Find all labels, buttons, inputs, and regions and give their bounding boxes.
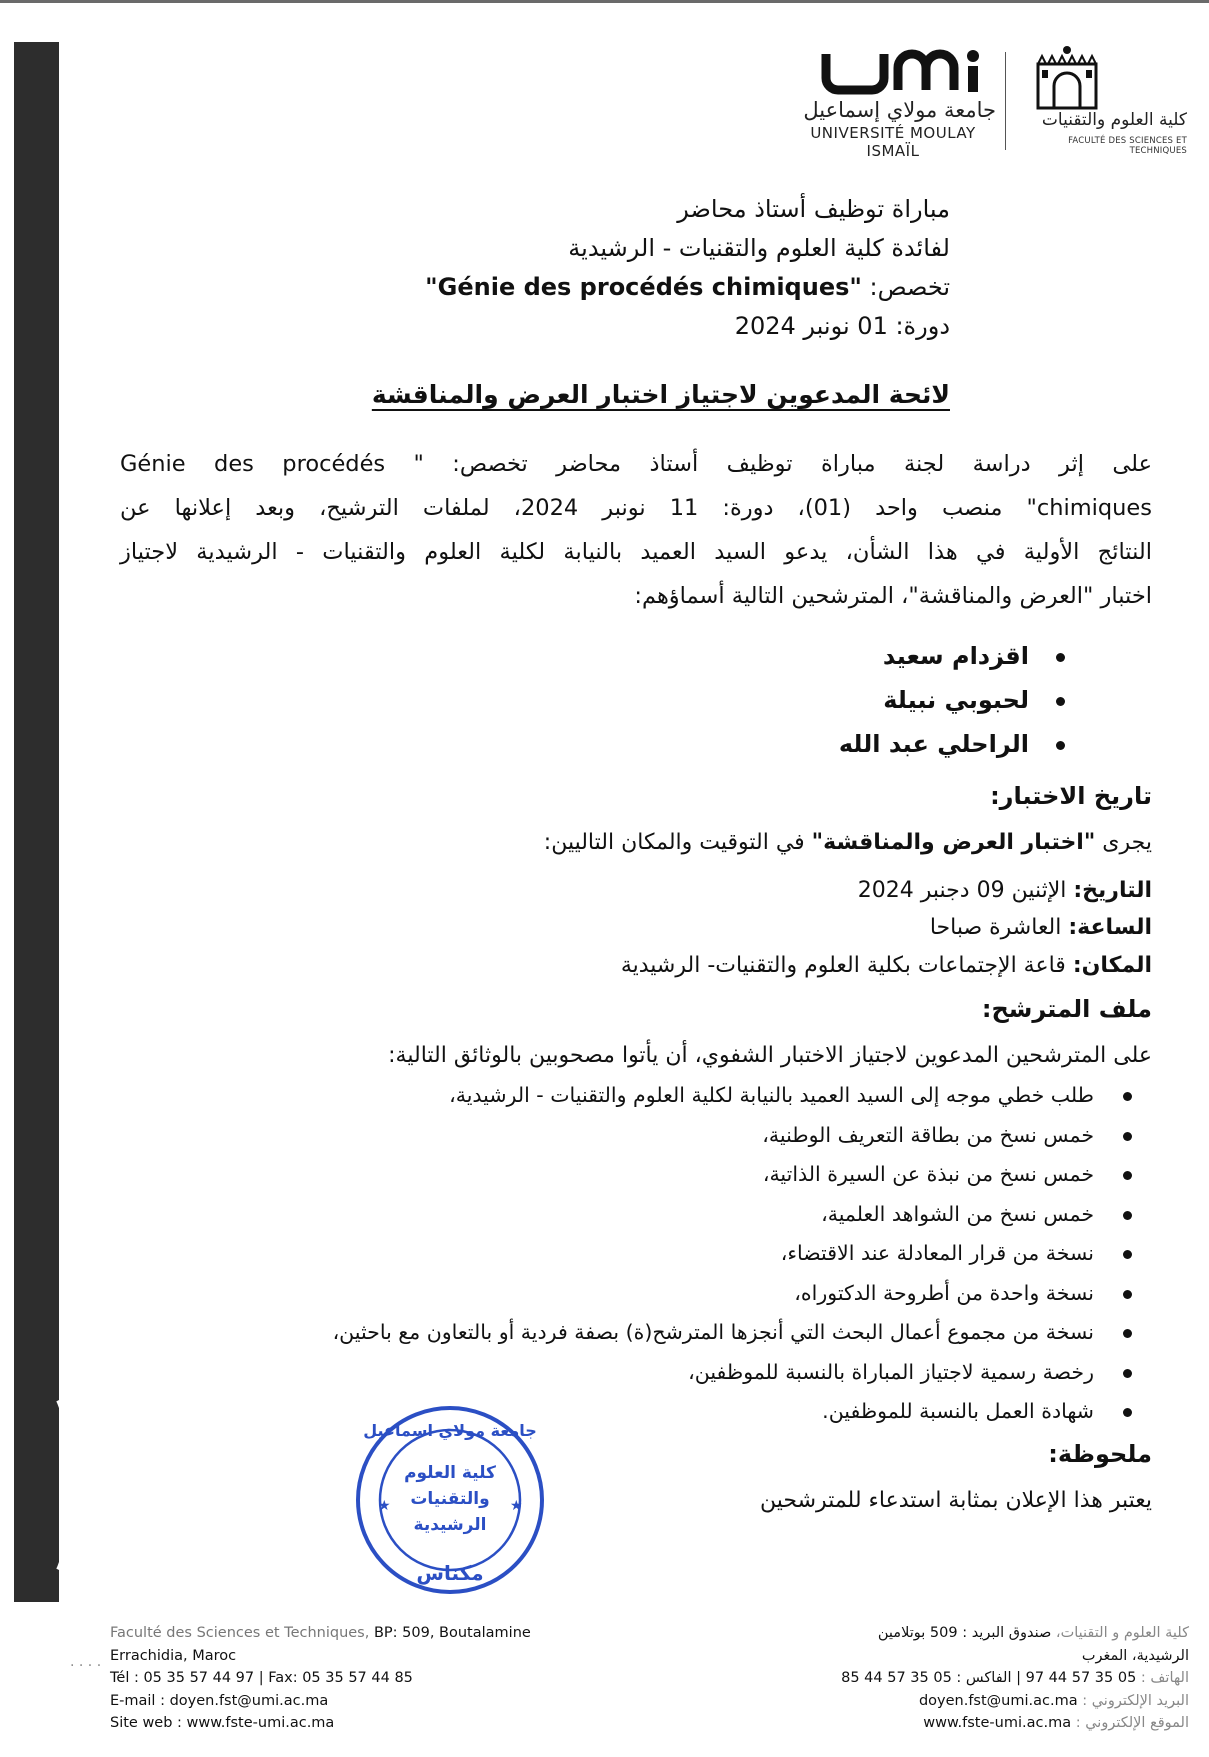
note-heading: ملحوظة: xyxy=(1048,1440,1152,1468)
title-block xyxy=(300,190,950,346)
title-line-2: لفائدة كلية العلوم والتقنيات - الرشيدية xyxy=(568,234,950,262)
official-stamp xyxy=(350,1400,550,1600)
left-border-arc xyxy=(14,1390,74,1580)
umi-wordmark-icon xyxy=(820,48,996,96)
intro-paragraph xyxy=(120,442,1152,618)
top-rule xyxy=(0,0,1209,3)
footer-left: Faculté des Sciences et Techniques, BP: 509, Boutalamine Errachidia, Maroc Tél : 05 35 57 44 97 | Fax: 05 35 57 44 85 E-mail : doyen.fst@umi.ac.ma Site web : www.fste-umi.ac.ma xyxy=(110,1625,531,1731)
footer-right: كلية العلوم و التقنيات، صندوق البريد : 509 بوتلامين الرشيدية، المغرب الهاتف : 05 35 57 44 97 | الفاكس : 05 35 57 44 85 البريد الإلكتروني : doyen.fst@umi.ac.ma الموقع الإلكتروني : www.fste-umi.ac.ma xyxy=(841,1625,1189,1731)
stamp-bottom-text: مكناس xyxy=(416,1561,484,1585)
document-item: نسخة من مجموع أعمال البحث التي أنجزها المترشح(ة) بصفة فردية أو بالتعاون مع باحثين، xyxy=(152,1313,1152,1353)
document-item: شهادة العمل بالنسبة للموظفين. xyxy=(152,1392,1152,1432)
document-item: خمس نسخ من نبذة عن السيرة الذاتية، xyxy=(152,1155,1152,1195)
intro-line-3: النتائج الأولية في هذا الشأن، يدعو السيد العميد بالنيابة لكلية العلوم والتقنيات - الرشيدية لاجتياز xyxy=(120,539,1152,565)
specialty-name: "Génie des procédés chimiques" xyxy=(425,273,862,301)
title-line-3 xyxy=(300,268,950,307)
document-item: رخصة رسمية لاجتياز المباراة بالنسبة للموظفين، xyxy=(152,1353,1152,1393)
intro-line-4: اختبار "العرض والمناقشة"، المترشحين التالية أسماؤهم: xyxy=(634,583,1152,609)
stamp-inner-3: الرشيدية xyxy=(413,1515,487,1535)
stamp-inner-2: والتقنيات xyxy=(410,1489,490,1509)
intro-line-2: chimiques" منصب واحد (01)، دورة: 11 نونبر 2024، لملفات الترشيح، وبعد إعلانها عن xyxy=(120,495,1152,521)
file-heading: ملف المترشح: xyxy=(981,995,1152,1023)
umi-french-name: UNIVERSITÉ MOULAY ISMAÏL xyxy=(810,124,976,160)
exam-place: المكان: قاعة الإجتماعات بكلية العلوم والتقنيات- الرشيدية xyxy=(620,953,1152,978)
fst-arabic-name: كلية العلوم والتقنيات xyxy=(1041,110,1187,130)
candidate-item: اقزدام سعيد xyxy=(700,634,1075,678)
umi-logo xyxy=(790,48,1000,160)
exam-intro: يجرى "اختبار العرض والمناقشة" في التوقيت والمكان التاليين: xyxy=(543,830,1152,855)
title-line-1: مباراة توظيف أستاذ محاضر xyxy=(677,195,950,223)
left-border-bar xyxy=(14,42,59,1602)
file-intro: على المترشحين المدعوين لاجتياز الاختبار الشفوي، أن يأتوا مصحوبين بالوثائق التالية: xyxy=(388,1043,1152,1068)
specialty-label: تخصص: xyxy=(861,273,950,301)
footer-dots: . . . . xyxy=(70,1654,102,1670)
umi-arabic-name: جامعة مولاي إسماعيل xyxy=(803,98,996,122)
logo-divider xyxy=(1005,52,1006,150)
stamp-star-icon: ★ xyxy=(510,1498,523,1514)
document-item: طلب خطي موجه إلى السيد العميد بالنيابة لكلية العلوم والتقنيات - الرشيدية، xyxy=(152,1076,1152,1116)
document-item: نسخة واحدة من أطروحة الدكتوراه، xyxy=(152,1274,1152,1314)
exam-date: التاريخ: الإثنين 09 دجنبر 2024 xyxy=(857,878,1152,903)
list-heading: لائحة المدعوين لاجتياز اختبار العرض والمناقشة xyxy=(371,380,950,409)
exam-time: الساعة: العاشرة صباحا xyxy=(929,915,1152,940)
document-item: خمس نسخ من بطاقة التعريف الوطنية، xyxy=(152,1116,1152,1156)
stamp-star-icon: ★ xyxy=(378,1498,391,1514)
gate-icon xyxy=(1032,42,1102,112)
title-line-4: دورة: 01 نونبر 2024 xyxy=(734,312,950,340)
candidate-list xyxy=(700,634,1075,766)
exam-heading: تاريخ الاختبار: xyxy=(990,782,1152,810)
document-item: نسخة من قرار المعادلة عند الاقتضاء، xyxy=(152,1234,1152,1274)
candidate-item: لحبوبي نبيلة xyxy=(700,678,1075,722)
note-text: يعتبر هذا الإعلان بمثابة استدعاء للمترشحين xyxy=(760,1488,1152,1513)
candidate-item: الراحلي عبد الله xyxy=(700,722,1075,766)
intro-line-1: على إثر دراسة لجنة مباراة توظيف أستاذ محاضر تخصص: " Génie des procédés xyxy=(120,451,1152,477)
stamp-inner-1: كلية العلوم xyxy=(404,1463,496,1483)
stamp-outer-text: جامعة مولاي اسماعيل xyxy=(363,1421,537,1440)
fst-french-name: FACULTÉ DES SCIENCES ET TECHNIQUES xyxy=(1068,136,1187,156)
fst-logo xyxy=(1012,42,1192,156)
document-item: خمس نسخ من الشواهد العلمية، xyxy=(152,1195,1152,1235)
documents-list xyxy=(152,1076,1152,1432)
